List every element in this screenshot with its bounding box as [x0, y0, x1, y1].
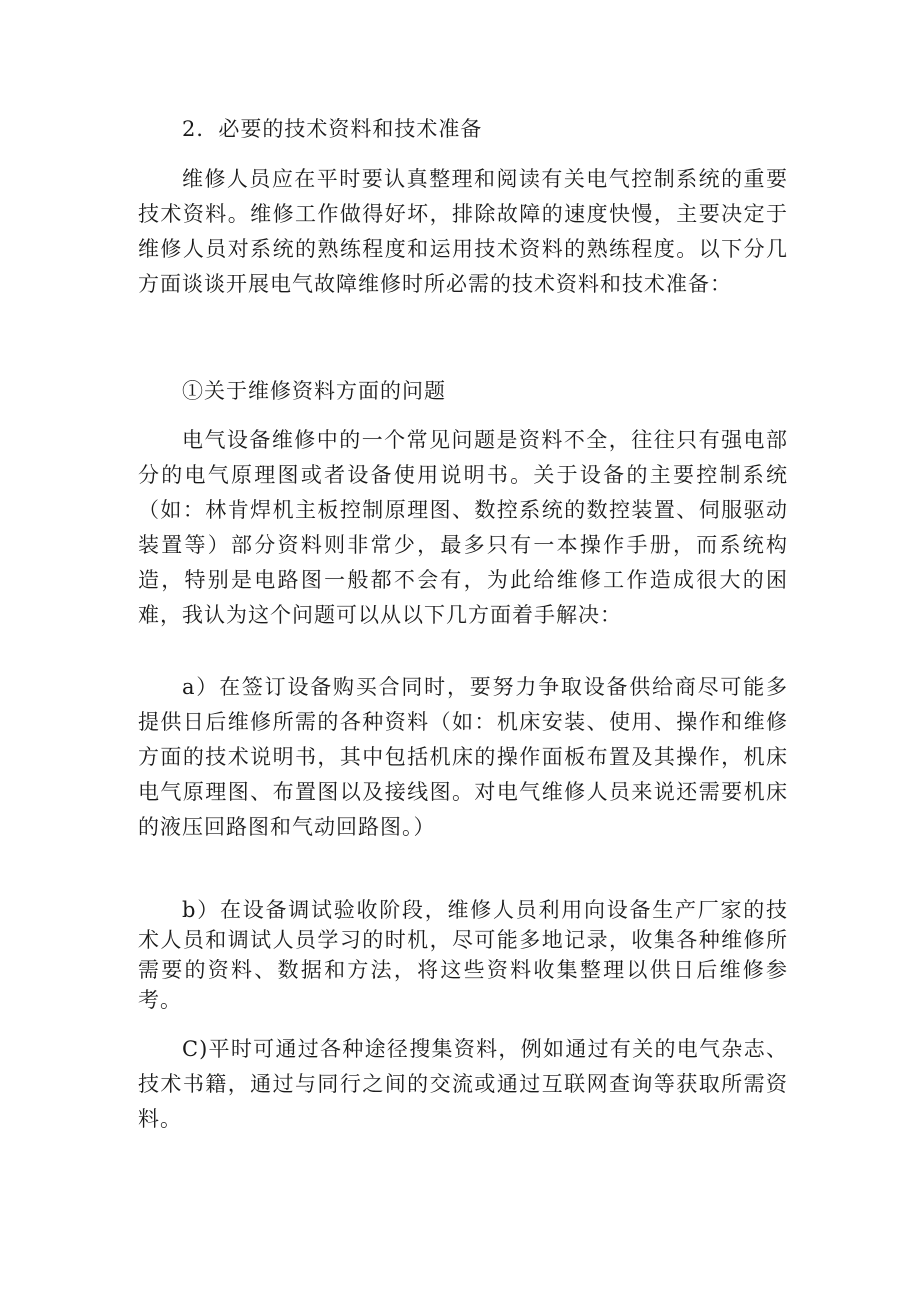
intro-paragraph: 维修人员应在平时要认真整理和阅读有关电气控制系统的重要技术资料。维修工作做得好坏，排除故障的速度快慢，主要决定于维修人员对系统的熟练程度和运用技术资料的熟练程度。以下分几方面谈谈开展电气故障维修时所必需的技术资料和技术准备： [138, 167, 788, 296]
item-b-paragraph: b）在设备调试验收阶段，维修人员利用向设备生产厂家的技术人员和调试人员学习的时机，尽可能多地记录，收集各种维修所需要的资料、数据和方法，将这些资料收集整理以供日后维修参考。 [138, 898, 788, 1012]
subsection-heading: ①关于维修资料方面的问题 [182, 379, 446, 403]
item-c-paragraph: C)平时可通过各种途径搜集资料，例如通过有关的电气杂志、技术书籍，通过与同行之间的交流或通过互联网查询等获取所需资料。 [138, 1037, 788, 1131]
section-heading: 2．必要的技术资料和技术准备 [182, 117, 483, 141]
problem-paragraph: 电气设备维修中的一个常见问题是资料不全，往往只有强电部分的电气原理图或者设备使用说明书。关于设备的主要控制系统（如：林肯焊机主板控制原理图、数控系统的数控装置、伺服驱动装置等）部分资料则非常少，最多只有一本操作手册，而系统构造，特别是电路图一般都不会有，为此给维修工作造成很大的困难，我认为这个问题可以从以下几方面着手解决： [138, 428, 788, 627]
item-a-paragraph: a）在签订设备购买合同时，要努力争取设备供给商尽可能多提供日后维修所需的各种资料（如：机床安装、使用、操作和维修方面的技术说明书，其中包括机床的操作面板布置及其操作，机床电气原理图、布置图以及接线图。对电气维修人员来说还需要机床的液压回路图和气动回路图。） [138, 675, 788, 839]
